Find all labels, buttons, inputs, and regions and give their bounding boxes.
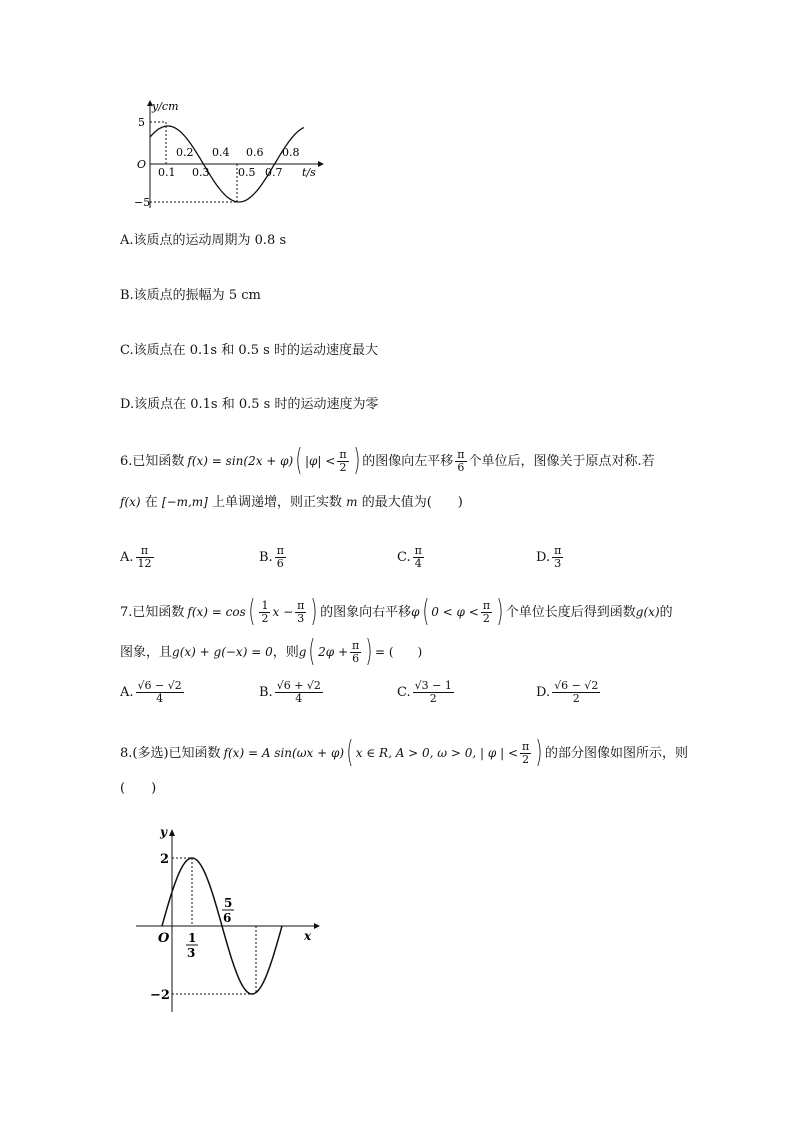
q7-g: g [298,645,307,659]
x-tick-third-den: 3 [187,946,196,960]
q6-shift-frac: $\frac{\pi}{6}$ [457,447,465,474]
q8-condition: x ∈ R, A > 0, ω > 0, | φ | < [355,746,519,760]
q8-paren-open: ( [346,735,354,770]
q7-option-a: A. $\frac{√6 - √2}{4}$ [120,679,182,705]
q7-arg: 2φ + [318,645,349,659]
x-tick-05: 0.5 [238,166,256,179]
q5-option-a: A.该质点的运动周期为 0.8 s [120,233,287,248]
q6-fx-2: f(x) [120,495,141,509]
q8-prefix: 8.(多选)已知函数 [120,745,221,761]
x-axis-label: x [304,929,312,943]
q8-paren-close: ) [535,735,543,770]
q7-gx: g(x) [635,605,660,619]
q5-option-d: D.该质点在 0.1s 和 0.5 s 时的运动速度为零 [120,397,379,412]
y-tick-neg5: −5 [134,196,151,209]
origin-label: O [137,158,147,171]
q7-function: f(x) = cos [187,605,246,619]
q6-paren-open: ( [295,443,303,478]
y-axis-label: y/cm [152,100,179,113]
q7-suffix: 个单位长度后得到函数 [505,604,636,620]
q7-condition: 0 < φ < [431,605,479,619]
q6-condition: |φ| < [304,454,336,468]
x-tick-02: 0.2 [176,146,194,159]
q6-cond-frac: $\frac{\pi}{2}$ [339,447,347,474]
q6-stem-line1 [120,443,655,478]
q7-paren-close-2: ) [496,594,504,629]
q6-option-a: A. $\frac{\pi}{12}$ [120,544,152,570]
x-tick-third-num: 1 [188,931,197,945]
y-tick-5: 5 [138,116,145,129]
q6-line2-b: 上单调递增，则正实数 [212,495,343,510]
q7-prefix: 7.已知函数 [120,604,185,620]
q7-pi3-frac: $\frac{\pi}{3}$ [297,598,305,625]
x-axis-arrow [314,923,320,929]
q7-paren-open-3: ( [308,634,316,669]
y-axis-label: y [160,825,167,839]
q6-line2-a: 在 [144,495,158,510]
q7-mid: 的图象向右平移 [320,604,412,620]
q6-option-c: C. $\frac{\pi}{4}$ [397,544,422,570]
x-tick-04: 0.4 [212,146,230,159]
q6-line2-c: 的最大值为( ) [361,495,463,510]
q8-cond-frac: $\frac{\pi}{2}$ [522,739,530,766]
q7-paren-close: ) [310,594,318,629]
x-tick-01: 0.1 [158,166,176,179]
q7-tail: = ( ) [374,645,423,659]
q6-prefix: 6.已知函数 [120,453,185,469]
y-tick-neg2: −2 [150,988,170,1003]
q6-function: f(x) = sin(2x + φ) [187,454,294,468]
q5-option-c: C.该质点在 0.1s 和 0.5 s 时的运动速度最大 [120,343,378,358]
q7-equation: g(x) + g(−x) = 0 [172,645,273,659]
q8-suffix: 的部分图像如图所示，则 [544,745,688,761]
x-tick-06: 0.6 [246,146,264,159]
x-axis-arrow [318,161,324,167]
q7-paren-open-2: ( [421,594,429,629]
x-tick-08: 0.8 [282,146,300,159]
x-tick-fivesixth-num: 5 [224,896,233,910]
q8-function: f(x) = A sin(ωx + φ) [223,746,345,760]
x-tick-fivesixth-den: 6 [223,911,232,925]
q6-option-b: B. $\frac{\pi}{6}$ [259,544,284,570]
q7-option-b: B. $\frac{√6 + √2}{4}$ [259,679,321,705]
y-tick-2: 2 [160,852,170,867]
x-tick-03: 0.3 [192,166,210,179]
graph-oscillation [130,96,330,214]
q7-option-c: C. $\frac{√3 - 1}{2}$ [397,679,452,705]
x-tick-07: 0.7 [265,166,283,179]
q7-de: 的 [659,604,673,620]
q7-option-d: D. $\frac{√6 - √2}{2}$ [536,679,599,705]
q6-stem-line2 [120,496,463,509]
q6-interval: [−m,m] [161,495,208,509]
q7-arg-frac: $\frac{\pi}{6}$ [352,638,360,665]
graph-sine [130,822,330,1018]
q7-paren-close-3: ) [365,634,373,669]
q7-half-frac: $\frac{1}{2}$ [261,598,269,625]
y-axis-arrow [169,829,175,836]
q7-paren-open: ( [248,594,256,629]
q6-m: m [346,495,358,509]
q6-option-d: D. $\frac{\pi}{3}$ [536,544,562,570]
q7-stem-line1 [120,596,673,628]
q6-paren-close: ) [352,443,360,478]
q7-phi: φ [411,605,420,619]
q6-suffix: 个单位后，图像关于原点对称.若 [468,453,655,469]
origin-label: O [158,931,170,946]
x-axis-label: t/s [302,166,316,179]
q7-cond-frac: $\frac{\pi}{2}$ [482,598,491,625]
q7-line2-a: 图象，且 [120,644,173,660]
q7-x: x − [272,605,294,619]
q6-mid: 的图像向左平移 [362,453,454,469]
q7-line2-b: ，则 [272,644,299,660]
q8-answer-paren: ( ) [120,781,157,796]
q7-stem-line2 [120,636,422,668]
q5-option-b: B.该质点的振幅为 5 cm [120,288,261,303]
q8-stem-line1 [120,736,688,770]
